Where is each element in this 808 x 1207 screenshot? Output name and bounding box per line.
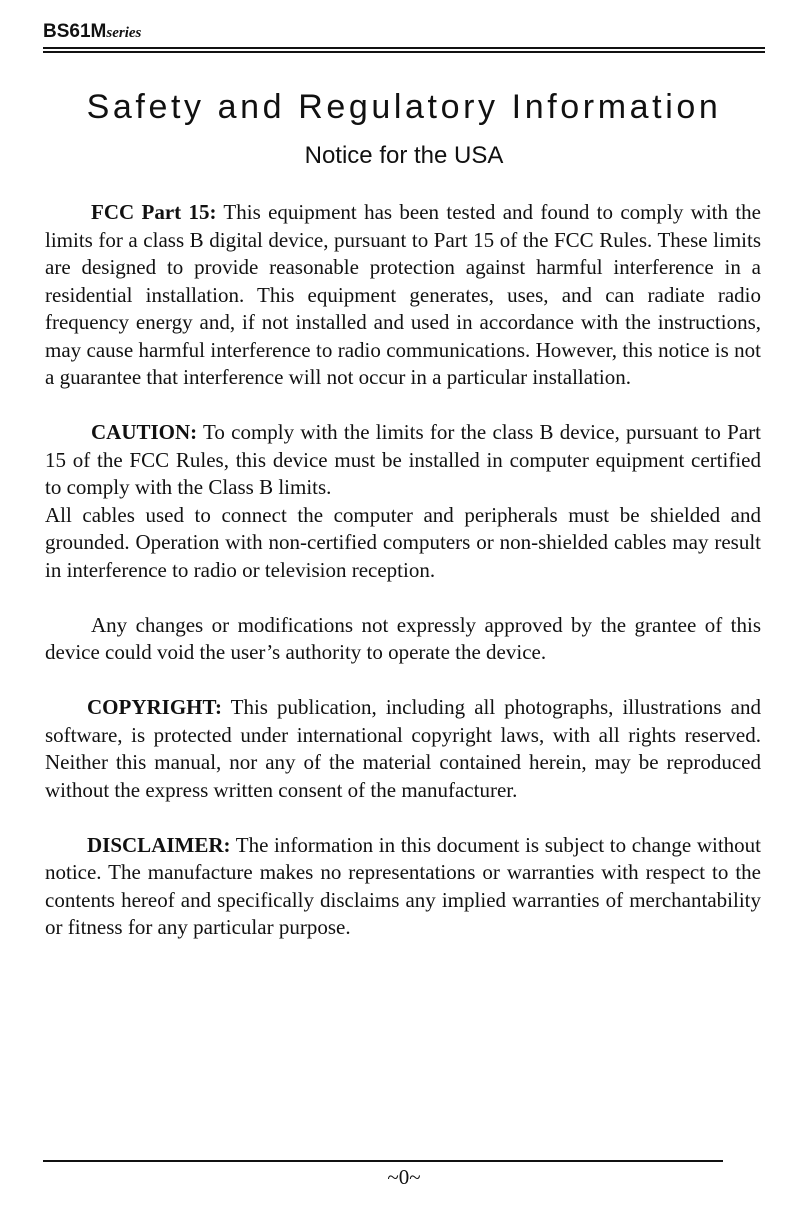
running-header xyxy=(43,20,141,45)
page-number: ~0~ xyxy=(387,1165,421,1189)
fcc-text: This equipment has been tested and found to comply with the limits for a class B digital device, pursuant to Part 15 of the FCC Rules. These limits are designed to provide reasonable protection against harmful interference in a residential installation. This equipment generates, uses, and can radiate radio frequency energy and, if not installed and used in accordance with the instructions, may cause harmful interference to radio communications. However, this notice is not a guarantee that interference will not occur in a particular installation. xyxy=(45,200,761,389)
footer-rule xyxy=(43,1160,723,1162)
caution-text: To comply with the limits for the class B device, pursuant to Part 15 of the FCC Rules, this device must be installed in computer equipment certified to comply with the Class B limits. xyxy=(45,420,761,499)
fcc-label: FCC Part 15: xyxy=(91,200,217,224)
modifications-paragraph: Any changes or modifications not expressly approved by the grantee of this device could void the user’s authority to operate the device. xyxy=(45,612,761,664)
fcc-paragraph xyxy=(45,199,761,392)
caution-label: CAUTION: xyxy=(91,420,198,444)
disclaimer-paragraph xyxy=(45,832,761,942)
header-series: series xyxy=(106,25,142,41)
body-text xyxy=(45,199,761,942)
copyright-label: COPYRIGHT: xyxy=(87,695,222,719)
page-title: Safety and Regulatory Information xyxy=(86,88,722,126)
page-subtitle: Notice for the USA xyxy=(304,142,504,169)
caution-paragraph xyxy=(45,419,761,502)
header-rule-bottom xyxy=(43,51,765,53)
copyright-paragraph xyxy=(45,694,761,804)
header-rule-top xyxy=(43,47,765,49)
disclaimer-label: DISCLAIMER: xyxy=(87,832,231,857)
cables-paragraph: All cables used to connect the computer and peripherals must be shielded and grounded. Operation with non-certified computers or non-shielded cables may result in interference to radio or television reception. xyxy=(45,502,761,582)
disclaimer-text: The information in this document is subject to change without notice. The manufacture makes no representations or warranties with respect to the contents hereof and specifically disclaims any implied warranties of merchantability or fitness for any particular purpose. xyxy=(45,832,761,939)
copyright-text: This publication, including all photographs, illustrations and software, is protected under international copyright laws, with all rights reserved. Neither this manual, nor any of the material contained herein, may be reproduced without the express written consent of the manufacturer. xyxy=(45,695,761,802)
header-model: BS61M xyxy=(43,21,107,42)
